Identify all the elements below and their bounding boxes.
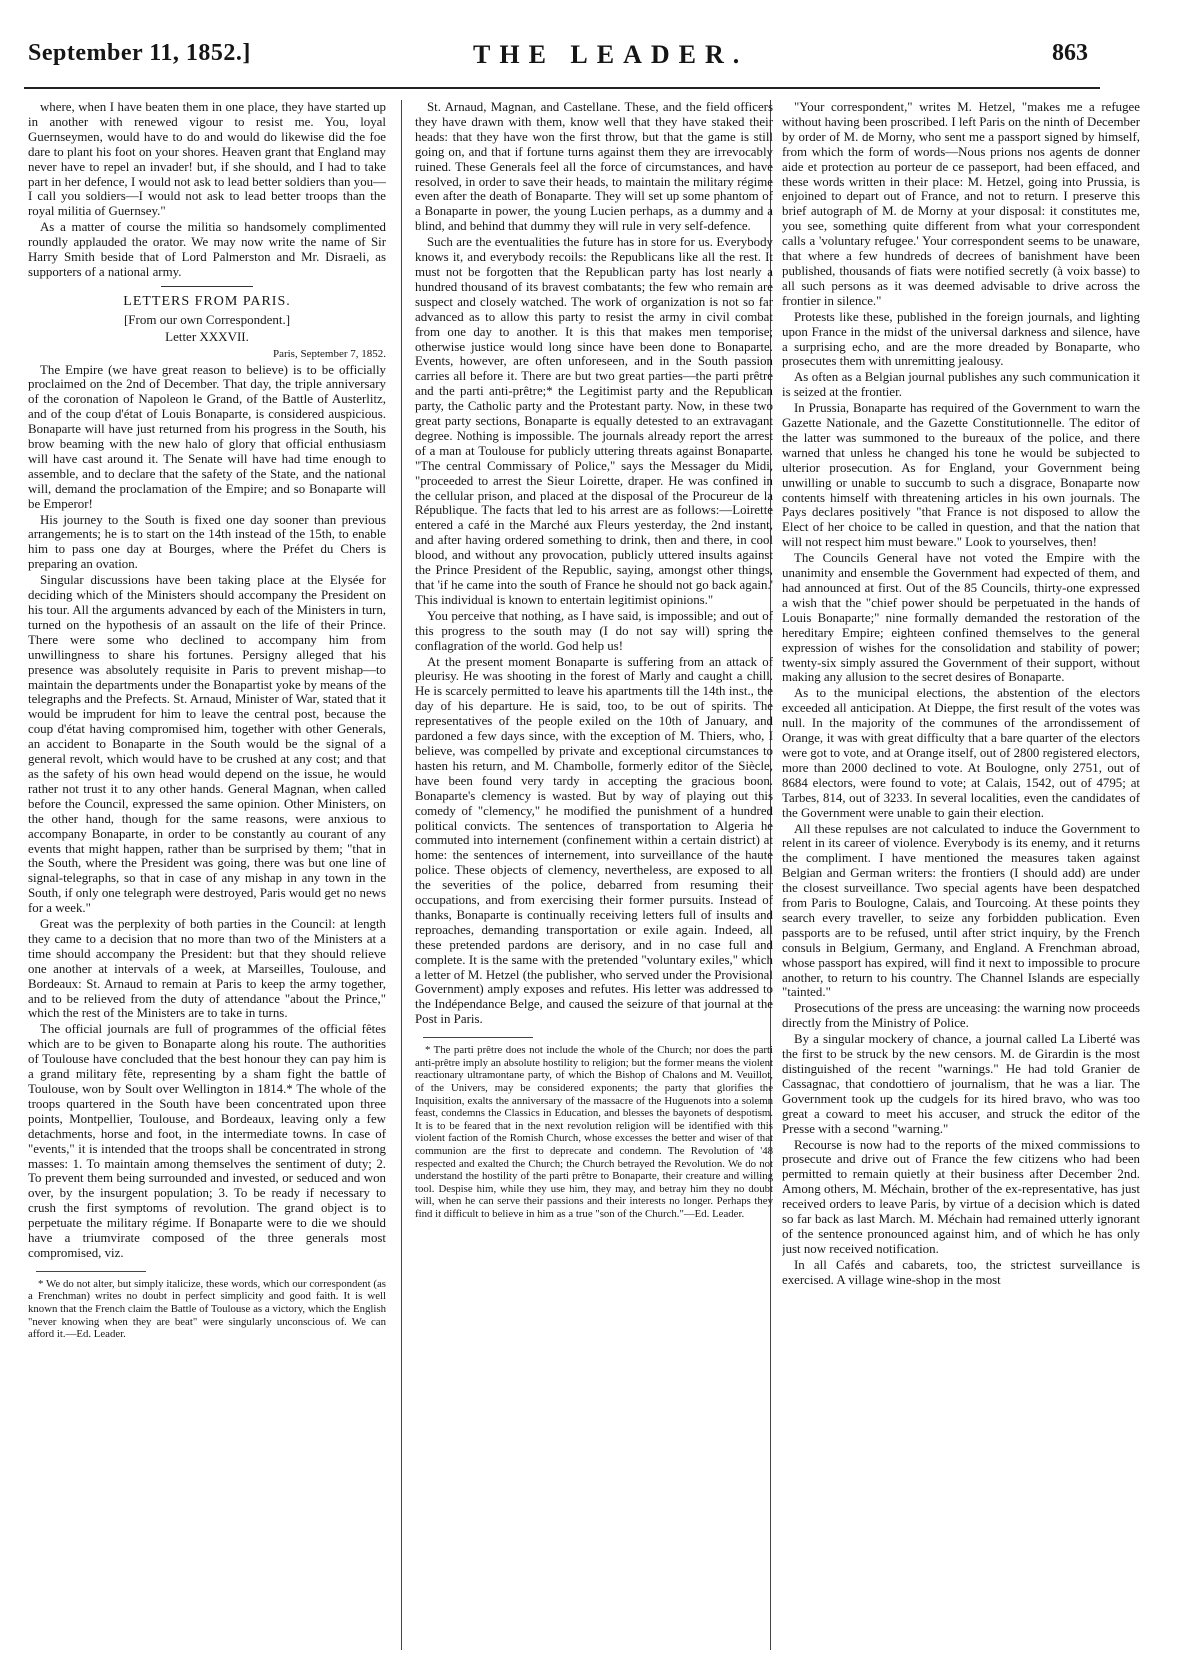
paragraph: As often as a Belgian journal publishes any such communication it is seized at the frontier. [782, 370, 1140, 400]
footnote-rule [423, 1037, 533, 1038]
header-rule [24, 87, 1100, 89]
masthead [28, 40, 1088, 74]
paragraph: Great was the perplexity of both parties in the Council: at length they came to a decision that no more than two of the Ministers at a time should accompany the President: but that they should relieve one another at intervals of a week, at Marseilles, Toulouse, and Bordeaux: St. Arnaud to remain at Paris to keep the army together, and to be relieved from the duty of attendance "about the Prince," which the rest of the Ministers are to take in turns. [28, 917, 386, 1021]
paragraph: Protests like these, published in the foreign journals, and lighting upon France in the midst of the universal darkness and silence, have a surprising echo, and are the more dreaded by Bonaparte, who prosecutes them with unremitting jealousy. [782, 309, 1140, 369]
column-3 [782, 100, 1140, 1655]
column-2 [415, 100, 773, 1655]
issue-date: September 11, 1852.] [28, 40, 251, 66]
letter-number: Letter XXXVII. [165, 328, 249, 344]
paragraph: You perceive that nothing, as I have said, is impossible; and out of this progress to the south may (I do not say will) spring the conflagration of the world. God help us! [415, 608, 773, 653]
page-number: 863 [1052, 40, 1088, 66]
paragraph: "Your correspondent," writes M. Hetzel, "makes me a refugee without having been proscribed. I left Paris on the ninth of December by order of M. de Morny, who sent me a passport signed by himself, from which the form of words—Nous prions nos agents de donner aide et protection au porteur de ce passeport, had been effaced, and these words written in their place: M. Hetzel, going into Prussia, is enjoined to depart out of France, and not to return. I preserve this brief autograph of M. de Morny at your disposal: it constitutes me, you see, something quite different from what your correspondent calls a 'voluntary refugee.' Your correspondent seems to be unaware, that where a few hundreds of decrees of banishment have been published, thousands of fiats were notified secretly (à voix basse) to all such persons as it was deemed advisable to drive across the frontier in silence." [782, 100, 1140, 308]
paragraph: St. Arnaud, Magnan, and Castellane. These, and the field officers they have drawn with them, know well that they have staked their heads: that they have won the first throw, but that the game is still going on, and that if fortune turns against them they are irrevocably ruined. These Generals feel all the force of circumstances, and have resolved, in order to save their heads, to maintain the military régime even after the death of Bonaparte. They will set up some phantom of a Bonaparte in power, the young Lucien perhaps, as a dummy and a blind, and behind that dummy they will rule in very self-defence. [415, 100, 773, 234]
paragraph: The official journals are full of programmes of the official fêtes which are to be given to Bonaparte along his route. The authorities of Toulouse have concluded that the best honour they can pay him is a grand military fête, representing by a sham fight the battle of Toulouse, won by Soult over Wellington in 1814.* The whole of the troops quartered in the South have been concentrated upon three points, Montpellier, Toulouse, and Bordeaux, leaving only a few detachments, horse and foot, in the intermediate towns. In case of "events," it is intended that the troops shall be concentrated in strong masses: 1. To maintain among themselves the sentiment of duty; 2. To prevent them being surrounded and invested, or seduced and won over, by the insurgent population; 3. To be ready if necessary to crush the first symptoms of revolution. The grand object is to perpetuate the military régime. If Bonaparte were to die we should have a triumvirate composed of the three generals most compromised, viz. [28, 1022, 386, 1260]
newspaper-title: THE LEADER. [473, 40, 749, 69]
dateline: Paris, September 7, 1852. [272, 347, 386, 360]
paragraph: Prosecutions of the press are unceasing: the warning now proceeds directly from the Ministry of Police. [782, 1001, 1140, 1031]
paragraph: Singular discussions have been taking place at the Elysée for deciding which of the Ministers should accompany the President on his tour. All the arguments advanced by each of the Ministers in turn, turned on the hypothesis of an assault on the life of their Prince. There were some who declined to accompany him from unwillingness to share his fortunes. Persigny alleged that his presence was absolutely requisite in Paris to prevent mishap—to maintain the departments under the Bonapartist yoke by means of the telegraphs and the Prefects. St. Arnaud, Minister of War, stated that it would be imprudent for him to leave the central post, because the coup d'état having compromised him, together with other Generals, an accident to Bonaparte in the South would be the signal of a general revolt, which would have to be crushed at any cost; and that as the safety of his own head would depend on the issue, he would rather not trust it to any other hands. General Magnan, when called before the Council, expressed the same opinion. Other Ministers, on the other hand, though for the same reasons, were anxious to accompany Bonaparte, in order to be constantly au courant of any events that might happen, rather than be surprised by them; "that in the South, where the President was going, there was but one line of signal-telegraphs, so that in case of any mishap in any town in the South, if only one telegraph were destroyed, Paris would get no news for a week." [28, 573, 386, 916]
footnote: * We do not alter, but simply italicize, these words, which our correspondent (as a Frenchman) writes no doubt in perfect simplicity and good faith. It is well known that the French claim the Battle of Toulouse as a victory, which the English "never knowing when they are beat" were singularly unconscious of. We can afford it.—Ed. Leader. [28, 1277, 386, 1341]
paragraph: In Prussia, Bonaparte has required of the Government to warn the Gazette Nationale, and the Gazette Constitutionnelle. The editor of the latter was summoned to the bureaux of the police, and there warned that unless he changed his tone he would be subjected to ulterior prosecution. As for England, your Government being unwilling or unable to succumb to such a disgrace, Bonaparte now contents himself with threatening articles in his own journals. The Pays declares positively "that France is not disposed to allow the Elect of her choice to be called in question, and that the nation that will not respect him must beware." Look to yourselves, then! [782, 401, 1140, 550]
footnote: * The parti prêtre does not include the whole of the Church; nor does the parti anti-prêtre imply an absolute hostility to religion; but the former means the violent reactionary ultramontane party, of which the Bishop of Chalons and M. Veuillot, of the Univers, may be considered exponents; the party that glorifies the Inquisition, exalts the anniversary of the massacre of the Huguenots into a solemn feast, condemns the Classics in Education, and blesses the bayonets of despotism. It is to be feared that in the next revolution religion will be identified with this violent faction of the Romish Church, whose excesses the better and wiser of that communion are the first to deprecate and condemn. The Revolution of '48 respected and exalted the Church; the Church betrayed the Revolution. We do not understand the hostility of the parti prêtre to Bonaparte, their creature and willing tool. Despise him, while they use him, they may, and betray him they no doubt will, when he can serve their passions and their interests no longer. Perhaps they find it difficult to believe in him as a true "son of the Church."—Ed. Leader. [415, 1044, 773, 1220]
paragraph: As to the municipal elections, the abstention of the electors exceeded all anticipation. At Dieppe, the first result of the votes was null. In the majority of the communes of the arrondissement of Orange, it was with great difficulty that a bare quarter of the electors were got to vote, and at Orange itself, out of 2800 registered electors, more than 2000 declined to vote. At Boulogne, only 2751, out of 8684 electors, were found to vote; at Calais, 1542, out of 4795; at Tarbes, 814, out of 3233. In several localities, even the candidates of the Government were unable to gain their election. [782, 686, 1140, 820]
paragraph: Such are the eventualities the future has in store for us. Everybody knows it, and everybody recoils: the Republicans like all the rest. It must not be forgotten that the Republican party has lost nearly a hundred thousand of its bravest combatants; the few who remain are suspect and closely watched. The work of organization is not so far advanced as to allow this party to resist the army in civil combat from one day to another. It is this that makes men temporise; otherwise justice would long since have been done to Bonaparte. Events, however, are often unforeseen, and in the South passion carries all before it. There are but two great parties—the parti prêtre and the parti anti-prêtre;* the Legitimist party and the Republican party, the Catholic party and the Protestant party. Now, in these two great party sections, Bonaparte is equally detested to an extravagant degree. Nothing is impossible. The journals already report the arrest of a man at Toulouse for publicly uttering threats against Bonaparte. "The central Commissary of Police," says the Messager du Midi, "proceeded to arrest the Sieur Loirette, draper. He was confined in the cellular prison, and placed at the disposal of the Procureur de la République. The facts that led to his arrest are as follows:—Loirette entered a café in the Marché aux Fleurs yesterday, the 2nd instant, and after having ordered something to drink, then and there, in cool blood, and without any provocation, publicly uttered insults against the Prince President of the Republic, saying, amongst other things, that 'if he came into the south of France he should not go back again.' This individual is known to entertain legitimist opinions." [415, 235, 773, 607]
paragraph: His journey to the South is fixed one day sooner than previous arrangements; he is to start on the 14th instead of the 15th, to enable him to pass one day at Bourges, where the Préfet du Chers is preparing an ovation. [28, 512, 386, 572]
paragraph: All these repulses are not calculated to induce the Government to relent in its career of violence. Everybody is its enemy, and it returns the compliment. I have mentioned the measures taken against Belgian and German writers: the frontiers (I should add) are under the closest surveillance. Two special agents have been despatched from Paris to Boulogne, Calais, and Tourcoing. At these points they search every traveller, to seize any forbidden publication. Even passports are to be refused, until after strict inquiry, by the French consuls in Belgium, Germany, and England. A Frenchman abroad, whose passport has expired, will find it next to impossible to procure another, to return to his country. The Channel Islands are especially "tainted." [782, 821, 1140, 1000]
paragraph: By a singular mockery of chance, a journal called La Liberté was the first to be struck by the new censors. M. de Girardin is the most distinguished of the recent "warnings." He had told Granier de Cassagnac, that condottiero of journalism, that he was a liar. The Government took up the cudgels for its hired bravo, who was too great a coward to meet his accuser, and struck the editor of the Presse with a second "warning." [782, 1032, 1140, 1136]
section-heading: LETTERS FROM PARIS. [123, 293, 291, 309]
paragraph: At the present moment Bonaparte is suffering from an attack of pleurisy. He was shooting in the forest of Marly and caught a chill. He is scarcely permitted to leave his apartments till the 14th inst., the day of his departure. He is said, too, to be out of spirits. The representatives of the people exiled on the 10th of January, and pardoned a few days since, with the exception of M. Thiers, who, I believe, was compelled by private and exceptional circumstances to hasten his return, and M. Chambolle, formerly editor of the Siècle, have been found very tardy in accepting the gracious boon. Bonaparte's clemency is wasted. But by way of playing out this comedy of "clemency," he modified the punishment of a hundred political convicts. The sentences of transportation to Algeria he commuted into internement (confinement within a certain district) at home: the sentences of internement, into surveillance of the haute police. These objects of clemency, nevertheless, are exposed to all the severities of the police, debarred from resuming their occupations, and from exercising their former pursuits. Instead of thanks, Bonaparte is continually receiving letters full of insults and reproaches, demanding transportation or exile again. Indeed, all these pretended pardons are derisory, and in no case full and complete. It is the same with the pretended "voluntary exiles," which a letter of M. Hetzel (the publisher, who served under the Provisional Government) amply exposes and refutes. His letter was addressed to the Indépendance Belge, and caused the seizure of that journal at the Post in Paris. [415, 654, 773, 1027]
paragraph: The Empire (we have great reason to believe) is to be officially proclaimed on the 2nd of December. That day, the triple anniversary of the coronation of Napoleon le Grand, of the Battle of Austerlitz, and of the coup d'état of Louis Bonaparte, is considered auspicious. Bonaparte will have just returned from his progress in the South, his brow beaming with the new halo of glory that official enthusiasm will have cast around it. The Senate will have had time enough to assemble, and to declare that the safety of the State, and the national will, demand the proclamation of the Empire; and so Bonaparte will be Emperor! [28, 362, 386, 511]
footnote-rule [36, 1271, 146, 1272]
section-subheading: [From our own Correspondent.] [123, 311, 291, 327]
section-divider [161, 286, 253, 287]
paragraph: The Councils General have not voted the Empire with the unanimity and ensemble the Government had expected of them, and had announced at first. Out of the 85 Councils, thirty-one expressed a wish that the "chief power should be perpetuated in the hands of Louis Bonaparte;" nine formally demanded the restoration of the hereditary Empire; eighteen confined themselves to the general expression of wishes for the consolidation and stability of power; twenty-six simply assured the Government of their support, without making any allusion to the secret desires of Bonaparte. [782, 551, 1140, 685]
column-1 [28, 100, 386, 1655]
paragraph: where, when I have beaten them in one place, they have started up in another with renewed vigour to resist me. You, loyal Guernseymen, would have to do and would do likewise did the foe dare to plant his foot on your shores. Heaven grant that England may never have to repel an invader! but, if she should, and I had to take part in her defence, I would not ask to lead better soldiers than you—I call you soldiers—I would not ask to lead better troops than the royal militia of Guernsey." [28, 100, 386, 219]
paragraph: In all Cafés and cabarets, too, the strictest surveillance is exercised. A village wine-shop in the most [782, 1257, 1140, 1287]
paragraph: Recourse is now had to the reports of the mixed commissions to prosecute and drive out of France the few citizens who had been permitted to remain quietly at their business after December 2nd. Among others, M. Méchain, brother of the ex-representative, has just received orders to leave Paris, by virtue of a decision which is dated so far back as last March. M. Méchain had remained utterly ignorant of the sentence pronounced against him, and of which he has only just now received notification. [782, 1137, 1140, 1256]
column-divider [401, 100, 402, 1650]
paragraph: As a matter of course the militia so handsomely complimented roundly applauded the orator. We may now write the name of Sir Harry Smith beside that of Lord Palmerston and Mr. Disraeli, as supporters of a national army. [28, 220, 386, 279]
